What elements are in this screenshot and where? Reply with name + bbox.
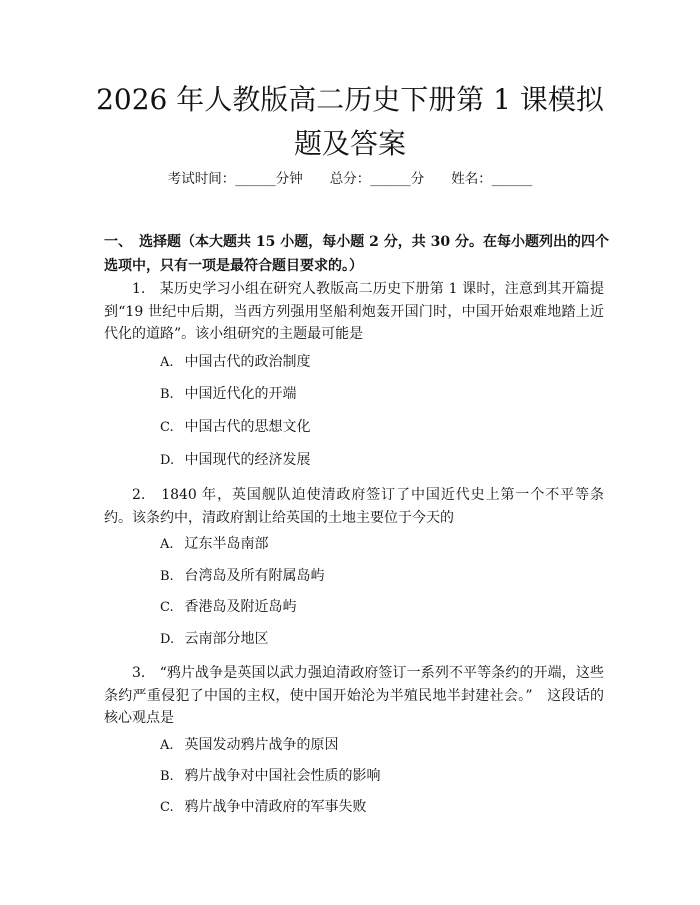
question-2-option-c [160, 597, 580, 618]
option-text: 中国古代的政治制度 [184, 354, 311, 370]
option-label: D. [160, 632, 175, 647]
option-label: C. [160, 800, 174, 815]
question-3-stem: 3. “鸦片战争是英国以武力强迫清政府签订一系列不平等条约的开端，这些条约严重侵犯了中国的主权，使中国开始沦为半殖民地半封建社会。” 这段话的核心观点是 [104, 665, 604, 726]
option-text: 鸦片战争中清政府的军事失败 [184, 799, 367, 815]
option-label: C. [160, 600, 174, 615]
option-text: 云南部分地区 [184, 631, 269, 647]
option-text: 中国近代化的开端 [184, 386, 297, 402]
section-heading: 一、 选择题（本大题共 15 小题，每小题 2 分，共 30 分。在每小题列出的四个选项中，只有一项是最符合题目要求的。） [104, 234, 609, 274]
option-text: 台湾岛及所有附属岛屿 [184, 568, 325, 584]
question-2-option-b [160, 566, 580, 587]
question-2-option-d [160, 629, 580, 650]
option-label: A. [160, 537, 174, 552]
question-3-option-c [160, 797, 580, 818]
question-1-option-c [160, 417, 580, 438]
question-1-option-d [160, 450, 580, 471]
option-label: D. [160, 453, 175, 468]
document-title: 2026 年人教版高二历史下册第 1 课模拟题及答案 [96, 83, 604, 160]
option-label: C. [160, 420, 174, 435]
option-text: 辽东半岛南部 [184, 536, 269, 552]
question-3-option-b [160, 766, 580, 787]
option-label: B. [160, 569, 174, 584]
option-text: 中国古代的思想文化 [184, 419, 311, 435]
option-label: A. [160, 738, 174, 753]
option-text: 中国现代的经济发展 [184, 452, 311, 468]
option-text: 香港岛及附近岛屿 [184, 599, 297, 615]
question-3-option-a [160, 735, 580, 756]
exam-info-line: 考试时间：______分钟 总分：______分 姓名：______ [167, 171, 533, 187]
question-1-stem: 1. 某历史学习小组在研究人教版高二历史下册第 1 课时，注意到其开篇提到“19 世纪中后期，当西方列强用坚船利炮轰开国门时，中国开始艰难地踏上近代化的道路”。该小组研究的主题最可能是 [104, 281, 604, 342]
option-label: A. [160, 355, 174, 370]
question-2-option-a [160, 534, 580, 555]
option-label: B. [160, 387, 174, 402]
question-1-option-b [160, 384, 580, 405]
option-label: B. [160, 769, 174, 784]
question-2-stem: 2. 1840 年，英国舰队迫使清政府签订了中国近代史上第一个不平等条约。该条约中，清政府割让给英国的土地主要位于今天的 [104, 487, 604, 526]
question-1-option-a [160, 352, 580, 373]
option-text: 英国发动鸦片战争的原因 [184, 737, 339, 753]
option-text: 鸦片战争对中国社会性质的影响 [184, 768, 381, 784]
